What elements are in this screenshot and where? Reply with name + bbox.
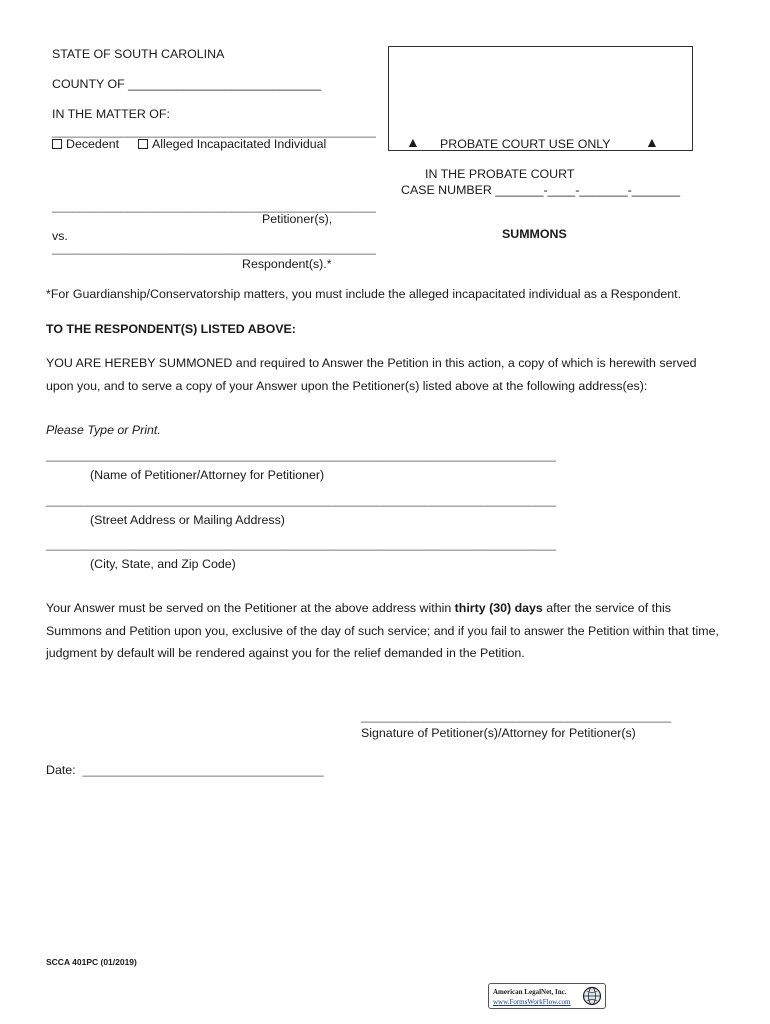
logo-company: American LegalNet, Inc. <box>493 988 567 996</box>
date-label: Date: <box>46 763 76 777</box>
name-label: (Name of Petitioner/Attorney for Petitioner) <box>90 468 325 482</box>
answer-deadline: thirty (30) days <box>454 601 543 615</box>
city-label: (City, State, and Zip Code) <box>90 557 236 571</box>
street-label: (Street Address or Mailing Address) <box>90 513 285 527</box>
decedent-option[interactable] <box>52 137 119 151</box>
matter-name-line[interactable]: _______________________________________________ <box>52 124 376 138</box>
document-title: SUMMONS <box>502 227 567 241</box>
alleged-checkbox[interactable] <box>138 139 148 149</box>
form-id: SCCA 401PC (01/2019) <box>46 957 137 967</box>
petitioner-line[interactable]: _______________________________________________ <box>52 199 376 213</box>
right-arrow-icon: ▲ <box>645 134 659 150</box>
globe-icon <box>582 986 602 1006</box>
date-field[interactable] <box>46 763 324 777</box>
probate-court-use-label: PROBATE COURT USE ONLY <box>440 137 611 151</box>
decedent-checkbox[interactable] <box>52 139 62 149</box>
guardianship-note: *For Guardianship/Conservatorship matters, you must include the alleged incapacitated individual as a Respondent. <box>46 287 682 301</box>
name-line[interactable]: __________________________________________________________________________ <box>46 448 556 462</box>
please-type-note: Please Type or Print. <box>46 423 161 437</box>
summoned-paragraph: YOU ARE HEREBY SUMMONED and required to Answer the Petition in this action, a copy of which is herewith served upon you, and to serve a copy of your Answer upon the Petitioner(s) listed above at the following address(es): <box>46 356 697 393</box>
to-respondents-heading: TO THE RESPONDENT(S) LISTED ABOVE: <box>46 322 296 336</box>
street-line[interactable]: __________________________________________________________________________ <box>46 493 556 507</box>
probate-court-heading: IN THE PROBATE COURT <box>425 167 575 181</box>
answer-text-2: after the service of this Summons and Petition upon you, exclusive of the day of such service; and if you fail to answer the Petition within that time, judgment by default will be rendered against you for the relief demanded in the Petition. <box>46 601 719 660</box>
county-field[interactable]: COUNTY OF ____________________________ <box>52 77 322 91</box>
date-line[interactable]: ___________________________________ <box>82 763 324 777</box>
alleged-option[interactable] <box>138 137 326 151</box>
matter-heading: IN THE MATTER OF: <box>52 107 170 121</box>
decedent-label: Decedent <box>66 137 120 151</box>
city-line[interactable]: __________________________________________________________________________ <box>46 537 556 551</box>
signature-line[interactable]: _____________________________________________ <box>361 709 672 723</box>
vs-label: vs. <box>52 229 68 243</box>
left-arrow-icon: ▲ <box>406 134 420 150</box>
petitioner-label: Petitioner(s), <box>262 212 333 226</box>
respondent-line[interactable]: _______________________________________________ <box>52 241 376 255</box>
american-legalnet-logo[interactable] <box>488 983 606 1009</box>
signature-label: Signature of Petitioner(s)/Attorney for Petitioner(s) <box>361 726 636 740</box>
respondent-label: Respondent(s).* <box>242 257 332 271</box>
answer-text-1: Your Answer must be served on the Petitioner at the above address within <box>46 601 455 615</box>
case-number-field[interactable]: CASE NUMBER _______-____-_______-_______ <box>401 183 680 197</box>
alleged-label: Alleged Incapacitated Individual <box>152 137 327 151</box>
logo-website-link[interactable]: www.FormsWorkFlow.com <box>493 998 571 1006</box>
answer-paragraph <box>46 597 726 665</box>
state-heading: STATE OF SOUTH CAROLINA <box>52 47 225 61</box>
